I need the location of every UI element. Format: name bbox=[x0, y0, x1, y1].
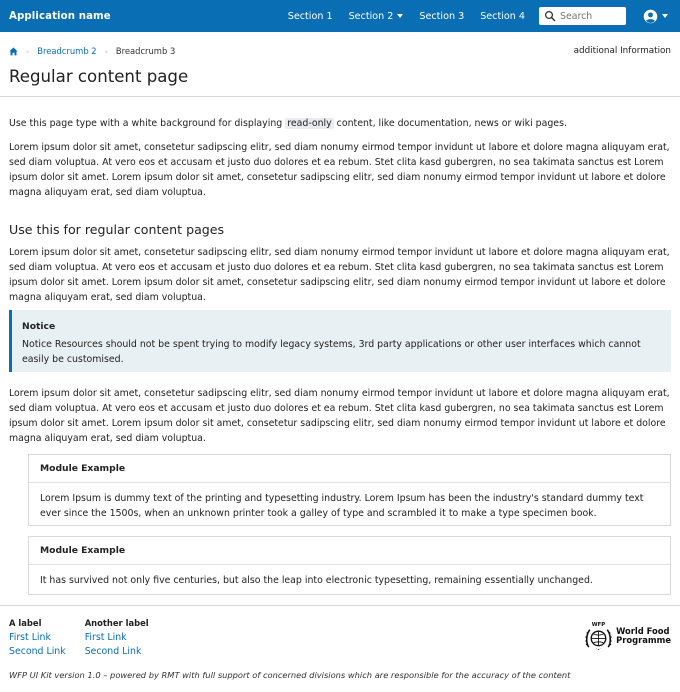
nav-section-4-label: Section 4 bbox=[480, 10, 525, 22]
footer-divider bbox=[0, 605, 680, 606]
chevron-down-icon bbox=[397, 14, 403, 18]
nav-section-1[interactable] bbox=[288, 9, 333, 24]
section-heading: Use this for regular content pages bbox=[9, 222, 225, 237]
footer-column-2 bbox=[85, 617, 149, 659]
breadcrumb-item-2[interactable]: Breadcrumb 2 bbox=[37, 45, 97, 56]
wfp-wordmark-line-1: World Food bbox=[616, 626, 670, 636]
nav-section-3-label: Section 3 bbox=[419, 10, 465, 22]
intro-text-after: content, like documentation, news or wiki pages. bbox=[333, 118, 567, 129]
notice-text: Notice Resources should not be spent trying to modify legacy systems, 3rd party applications or other user interfaces which cannot easily be customised. bbox=[22, 339, 641, 365]
footer-label: Another label bbox=[84, 618, 149, 628]
nav-section-2-label: Section 2 bbox=[348, 10, 394, 22]
app-name[interactable]: Application name bbox=[9, 10, 111, 22]
nav-section-2[interactable] bbox=[349, 9, 404, 24]
module-title: Module Example bbox=[29, 455, 670, 483]
body-paragraph-2: Lorem ipsum dolor sit amet, consetetur sadipscing elitr, sed diam nonumy eirmod tempor invidunt ut labore et dolore magna aliquyam erat, sed diam voluptua. At vero eos et accusam et justo duo dolores et ea rebum. Stet clita kasd gubergren, no sea takimata sanctus est Lorem ipsum dolor sit amet. Lorem ipsum dolor sit amet, consetetur sadipscing elitr, sed diam nonumy eirmod tempor invidunt ut labore et dolore magna aliquyam erat, sed diam voluptua. bbox=[9, 247, 670, 303]
breadcrumb-item-3: Breadcrumb 3 bbox=[115, 45, 176, 56]
nav-section-1-label: Section 1 bbox=[287, 10, 333, 22]
body-paragraph-3: Lorem ipsum dolor sit amet, consetetur sadipscing elitr, sed diam nonumy eirmod tempor invidunt ut labore et dolore magna aliquyam erat, sed diam voluptua. At vero eos et accusam et justo duo dolores et ea rebum. Stet clita kasd gubergren, no sea takimata sanctus est Lorem ipsum dolor sit amet. Lorem ipsum dolor sit amet, consetetur sadipscing elitr, sed diam nonumy eirmod tempor invidunt ut labore et dolore magna aliquyam erat, sed diam voluptua. bbox=[9, 388, 670, 444]
module-card bbox=[28, 536, 671, 595]
wfp-logo bbox=[583, 620, 671, 652]
wfp-wordmark-line-2: Programme bbox=[616, 635, 671, 645]
intro-text-before: Use this page type with a white background for displaying bbox=[9, 118, 286, 129]
read-only-highlight: read-only bbox=[287, 118, 332, 129]
nav-section-3[interactable] bbox=[419, 9, 464, 24]
page-title: Regular content page bbox=[9, 67, 189, 86]
breadcrumb-separator: › bbox=[26, 46, 30, 56]
footer-copyright: WFP UI Kit version 1.0 – powered by RMT with full support of concerned divisions which are responsible for the accuracy of the content bbox=[9, 670, 571, 680]
breadcrumb bbox=[9, 45, 671, 57]
breadcrumb-separator: › bbox=[104, 46, 108, 56]
module-title: Module Example bbox=[29, 537, 670, 565]
wfp-emblem-text: WFP bbox=[591, 621, 606, 628]
footer-link-second[interactable]: Second Link bbox=[9, 646, 66, 657]
divider bbox=[0, 96, 680, 97]
footer-column-1 bbox=[9, 617, 66, 659]
main-nav bbox=[288, 9, 541, 24]
footer-links bbox=[9, 617, 168, 659]
footer-link-first[interactable]: First Link bbox=[9, 632, 51, 643]
search-box[interactable] bbox=[539, 7, 626, 25]
body-paragraph-1: Lorem ipsum dolor sit amet, consetetur sadipscing elitr, sed diam nonumy eirmod tempor invidunt ut labore et dolore magna aliquyam erat, sed diam voluptua. At vero eos et accusam et justo duo dolores et ea rebum. Stet clita kasd gubergren, no sea takimata sanctus est Lorem ipsum dolor sit amet. Lorem ipsum dolor sit amet, consetetur sadipscing elitr, sed diam nonumy eirmod tempor invidunt ut labore et dolore magna aliquyam erat, sed diam voluptua. bbox=[9, 142, 670, 198]
user-avatar-icon bbox=[643, 9, 658, 24]
notice-callout bbox=[9, 310, 671, 372]
additional-information: additional Information bbox=[573, 45, 671, 56]
home-icon[interactable] bbox=[9, 47, 18, 56]
wfp-wordmark bbox=[616, 627, 671, 645]
nav-section-4[interactable] bbox=[480, 9, 525, 24]
notice-title: Notice bbox=[22, 321, 56, 332]
module-body: Lorem Ipsum is dummy text of the printing and typesetting industry. Lorem Ipsum has been the industry's standard dummy text ever since the 1500s, when an unknown printer took a galley of type and scrambled it to make a type specimen book. bbox=[40, 493, 644, 519]
search-icon bbox=[544, 10, 556, 22]
module-card bbox=[28, 454, 671, 526]
chevron-down-icon bbox=[662, 14, 668, 18]
footer-link-first[interactable]: First Link bbox=[84, 632, 127, 643]
module-body: It has survived not only five centuries, but also the leap into electronic typesetting, remaining essentially unchanged. bbox=[40, 575, 593, 586]
footer-link-second[interactable]: Second Link bbox=[84, 646, 142, 657]
top-navigation-bar bbox=[0, 0, 680, 32]
intro-paragraph bbox=[9, 116, 671, 131]
search-input[interactable] bbox=[560, 11, 620, 22]
user-menu-button[interactable] bbox=[643, 9, 668, 24]
footer-label: A label bbox=[9, 618, 42, 628]
wfp-emblem-icon bbox=[583, 620, 614, 652]
